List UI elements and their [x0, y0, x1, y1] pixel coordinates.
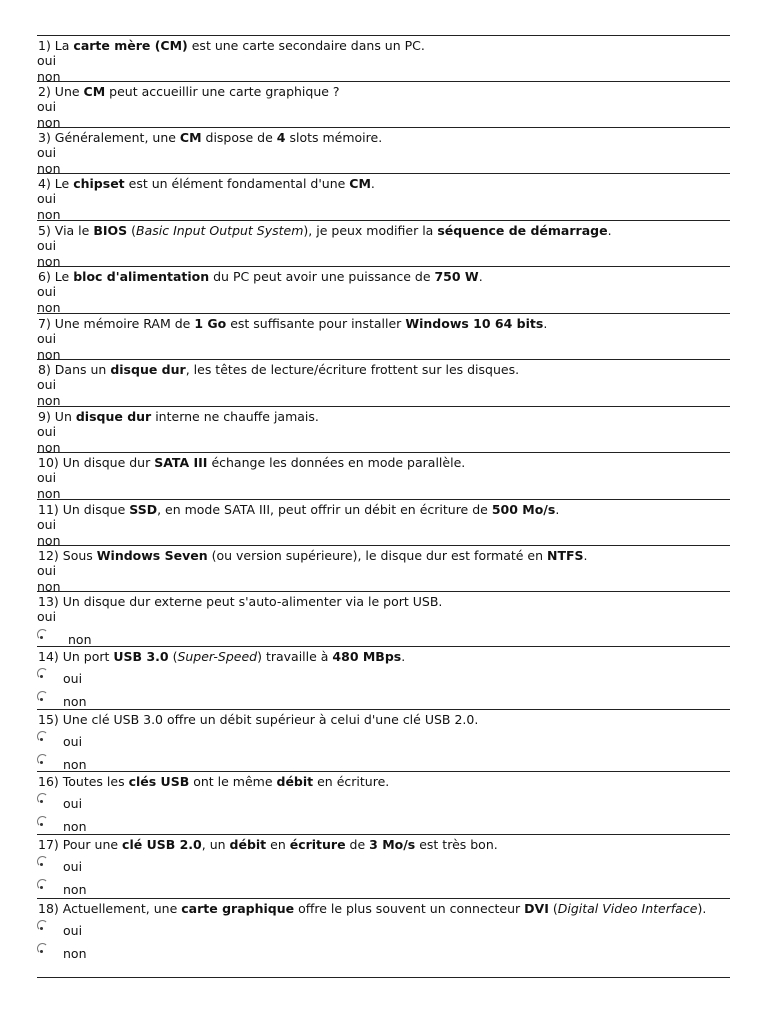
- italic-term: Super-Speed: [177, 649, 258, 664]
- answer-non-option[interactable]: [37, 875, 730, 898]
- answer-option-oui[interactable]: oui: [37, 191, 57, 207]
- radio-dot-icon: [40, 636, 43, 639]
- radio-button-icon[interactable]: [37, 629, 48, 640]
- answer-option-non[interactable]: non: [37, 392, 61, 408]
- answer-option-oui[interactable]: oui: [37, 238, 57, 254]
- bold-term: 500 Mo/s: [491, 502, 556, 517]
- option-label: oui: [63, 796, 83, 812]
- radio-dot-icon: [40, 761, 43, 764]
- question-text: [37, 772, 730, 789]
- question-text-part: 13) Un disque dur externe peut s'auto-alimenter via le port USB.: [38, 594, 443, 609]
- bold-term: 1 Go: [194, 316, 227, 331]
- bold-term: CM: [349, 176, 371, 191]
- question-text-part: 18) Actuellement, une: [38, 901, 182, 916]
- question-block: [37, 709, 730, 773]
- answer-oui-option[interactable]: [37, 852, 730, 875]
- radio-button-icon[interactable]: [37, 793, 48, 804]
- answer-option-non[interactable]: non: [37, 206, 61, 222]
- bold-term: écriture: [289, 837, 346, 852]
- answer-option-non[interactable]: non: [37, 485, 61, 501]
- radio-dot-icon: [40, 698, 43, 701]
- answer-option-non[interactable]: non: [37, 578, 61, 594]
- radio-button-icon[interactable]: [37, 943, 48, 954]
- radio-dot-icon: [40, 823, 43, 826]
- radio-button-icon[interactable]: [37, 754, 48, 765]
- question-text-part: 7) Une mémoire RAM de: [38, 316, 195, 331]
- question-text-part: 6) Le: [38, 269, 74, 284]
- question-block: [37, 35, 730, 84]
- question-text: [37, 267, 730, 284]
- radio-button-icon[interactable]: [37, 668, 48, 679]
- answer-option-non[interactable]: non: [37, 253, 61, 269]
- radio-dot-icon: [40, 863, 43, 866]
- bold-term: débit: [276, 774, 314, 789]
- question-text-part: ).: [697, 901, 707, 916]
- question-text-part: en: [266, 837, 290, 852]
- question-text-part: (: [127, 223, 136, 238]
- question-block: [37, 127, 730, 176]
- bold-term: Windows Seven: [96, 548, 208, 563]
- answer-non-option[interactable]: [37, 939, 730, 962]
- question-text-part: 17) Pour une: [38, 837, 123, 852]
- radio-dot-icon: [40, 675, 43, 678]
- answer-option-oui[interactable]: oui: [37, 377, 57, 393]
- question-text-part: .: [583, 548, 588, 563]
- question-block: [37, 359, 730, 408]
- question-block: [37, 646, 730, 710]
- question-text: [37, 221, 730, 238]
- question-text-part: offre le plus souvent un connecteur: [294, 901, 525, 916]
- question-block: [37, 220, 730, 269]
- question-block: [37, 406, 730, 455]
- option-label: oui: [63, 859, 83, 875]
- question-text: [37, 647, 730, 664]
- answer-option-oui[interactable]: oui: [37, 517, 57, 533]
- bold-term: 480 MBps: [332, 649, 402, 664]
- bold-term: carte graphique: [181, 901, 295, 916]
- question-text-part: dispose de: [201, 130, 277, 145]
- radio-button-icon[interactable]: [37, 731, 48, 742]
- answer-option-non[interactable]: non: [37, 532, 61, 548]
- option-label: non: [63, 757, 87, 773]
- question-text-part: ), je peux modifier la: [303, 223, 438, 238]
- italic-term: Basic Input Output System: [136, 223, 304, 238]
- option-label: oui: [63, 923, 83, 939]
- question-text-part: .: [401, 649, 406, 664]
- bold-term: Windows 10 64 bits: [405, 316, 544, 331]
- italic-term: Digital Video Interface: [557, 901, 698, 916]
- question-text: [37, 546, 730, 563]
- option-label: non: [63, 946, 87, 962]
- question-text-part: de: [345, 837, 370, 852]
- option-label: non: [68, 631, 92, 647]
- question-text-part: 9) Un: [38, 409, 76, 424]
- question-text-part: ont le même: [189, 774, 277, 789]
- question-text-part: en écriture.: [313, 774, 390, 789]
- bold-term: SATA III: [154, 455, 208, 470]
- bold-term: séquence de démarrage: [437, 223, 608, 238]
- question-text-part: 3) Généralement, une: [38, 130, 180, 145]
- question-text-part: ) travaille à: [257, 649, 333, 664]
- answer-option-oui[interactable]: oui: [37, 563, 57, 579]
- question-text: [37, 174, 730, 191]
- bold-term: NTFS: [547, 548, 584, 563]
- question-text: [37, 407, 730, 424]
- answer-option-oui[interactable]: oui: [37, 424, 57, 440]
- question-text: [37, 314, 730, 331]
- question-text: [37, 128, 730, 145]
- answer-oui-option[interactable]: [37, 789, 730, 812]
- question-text-part: est une carte secondaire dans un PC.: [187, 38, 425, 53]
- question-text-part: 1) La: [38, 38, 74, 53]
- question-text: [37, 710, 730, 727]
- question-text-part: est suffisante pour installer: [226, 316, 406, 331]
- bold-term: 3 Mo/s: [369, 837, 416, 852]
- bold-term: chipset: [73, 176, 125, 191]
- question-text-part: 4) Le: [38, 176, 74, 191]
- bold-term: disque dur: [75, 409, 152, 424]
- radio-button-icon[interactable]: [37, 691, 48, 702]
- answer-oui-option[interactable]: [37, 727, 730, 750]
- option-label: oui: [63, 671, 83, 687]
- question-text-part: slots mémoire.: [285, 130, 383, 145]
- answer-option-oui[interactable]: oui: [37, 470, 57, 486]
- question-text-part: 2) Une: [38, 84, 84, 99]
- bold-term: 750 W: [434, 269, 479, 284]
- bold-term: DVI: [524, 901, 549, 916]
- bold-term: 4: [276, 130, 286, 145]
- answer-oui-option[interactable]: [37, 916, 730, 939]
- question-block: [37, 545, 730, 594]
- option-label: oui: [63, 734, 83, 750]
- question-text-part: 16) Toutes les: [38, 774, 129, 789]
- bold-term: BIOS: [93, 223, 128, 238]
- question-text-part: .: [370, 176, 375, 191]
- bottom-divider: [37, 977, 730, 978]
- question-text: [37, 500, 730, 517]
- bold-term: CM: [179, 130, 202, 145]
- question-text-part: (ou version supérieure), le disque dur est formaté en: [207, 548, 548, 563]
- radio-button-icon[interactable]: [37, 816, 48, 827]
- answer-non-option[interactable]: [37, 750, 730, 773]
- option-label: non: [63, 694, 87, 710]
- question-text: [37, 36, 730, 53]
- answer-option-oui[interactable]: oui: [37, 99, 57, 115]
- question-text-part: .: [478, 269, 483, 284]
- answer-option-oui[interactable]: oui: [37, 53, 57, 69]
- answer-option-oui[interactable]: oui: [37, 145, 57, 161]
- question-text-part: 15) Une clé USB 3.0 offre un débit supérieur à celui d'une clé USB 2.0.: [38, 712, 479, 727]
- question-text-part: est très bon.: [415, 837, 498, 852]
- answer-non-option[interactable]: [37, 812, 730, 835]
- bold-term: USB 3.0: [113, 649, 169, 664]
- question-text-part: 10) Un disque dur: [38, 455, 155, 470]
- radio-dot-icon: [40, 800, 43, 803]
- question-text-part: , un: [201, 837, 230, 852]
- answer-option-non[interactable]: non: [37, 439, 61, 455]
- question-text-part: peut accueillir une carte graphique ?: [105, 84, 340, 99]
- question-block: [37, 452, 730, 501]
- radio-button-icon[interactable]: [37, 879, 48, 890]
- question-text-part: du PC peut avoir une puissance de: [209, 269, 435, 284]
- question-text: [37, 453, 730, 470]
- question-text: [37, 592, 730, 609]
- option-label: non: [63, 882, 87, 898]
- question-text-part: 14) Un port: [38, 649, 114, 664]
- question-text-part: , en mode SATA III, peut offrir un débit en écriture de: [157, 502, 492, 517]
- question-text-part: 8) Dans un: [38, 362, 111, 377]
- answer-option-non[interactable]: non: [37, 299, 61, 315]
- bold-term: carte mère (CM): [73, 38, 188, 53]
- question-text-part: est un élément fondamental d'une: [124, 176, 350, 191]
- answer-option-oui[interactable]: oui: [37, 331, 57, 347]
- question-block: [37, 591, 730, 648]
- answer-option-oui[interactable]: oui: [37, 609, 57, 625]
- bold-term: bloc d'alimentation: [73, 269, 210, 284]
- question-block: [37, 834, 730, 898]
- bold-term: SSD: [129, 502, 158, 517]
- question-block: [37, 499, 730, 548]
- question-block: [37, 266, 730, 315]
- answer-option-non[interactable]: non: [37, 114, 61, 130]
- question-text-part: 5) Via le: [38, 223, 94, 238]
- answer-option-oui[interactable]: oui: [37, 284, 57, 300]
- question-text: [37, 835, 730, 852]
- question-text-part: .: [555, 502, 560, 517]
- radio-dot-icon: [40, 927, 43, 930]
- bold-term: CM: [83, 84, 106, 99]
- question-block: [37, 173, 730, 222]
- question-block: [37, 898, 730, 962]
- radio-button-icon[interactable]: [37, 856, 48, 867]
- question-text-part: (: [168, 649, 178, 664]
- answer-option-non[interactable]: non: [37, 68, 61, 84]
- question-text-part: interne ne chauffe jamais.: [151, 409, 319, 424]
- question-text-part: , les têtes de lecture/écriture frottent sur les disques.: [185, 362, 520, 377]
- bold-term: clés USB: [128, 774, 190, 789]
- answer-oui-option[interactable]: [37, 664, 730, 687]
- question-block: [37, 771, 730, 835]
- option-label: non: [63, 819, 87, 835]
- question-text-part: 11) Un disque: [38, 502, 130, 517]
- answer-option-non[interactable]: non: [37, 160, 61, 176]
- question-text-part: .: [543, 316, 548, 331]
- question-text: [37, 899, 730, 916]
- question-block: [37, 313, 730, 362]
- answer-option-non[interactable]: non: [37, 346, 61, 362]
- radio-dot-icon: [40, 738, 43, 741]
- bold-term: disque dur: [110, 362, 186, 377]
- question-text: [37, 82, 730, 99]
- radio-dot-icon: [40, 886, 43, 889]
- question-text-part: échange les données en mode parallèle.: [207, 455, 466, 470]
- question-block: [37, 81, 730, 130]
- radio-button-icon[interactable]: [37, 920, 48, 931]
- question-text-part: 12) Sous: [38, 548, 97, 563]
- question-text-part: (: [548, 901, 558, 916]
- radio-dot-icon: [40, 950, 43, 953]
- question-text: [37, 360, 730, 377]
- question-text-part: .: [607, 223, 612, 238]
- answer-non-option[interactable]: [37, 625, 730, 648]
- bold-term: clé USB 2.0: [122, 837, 202, 852]
- bold-term: débit: [229, 837, 267, 852]
- answer-non-option[interactable]: [37, 687, 730, 710]
